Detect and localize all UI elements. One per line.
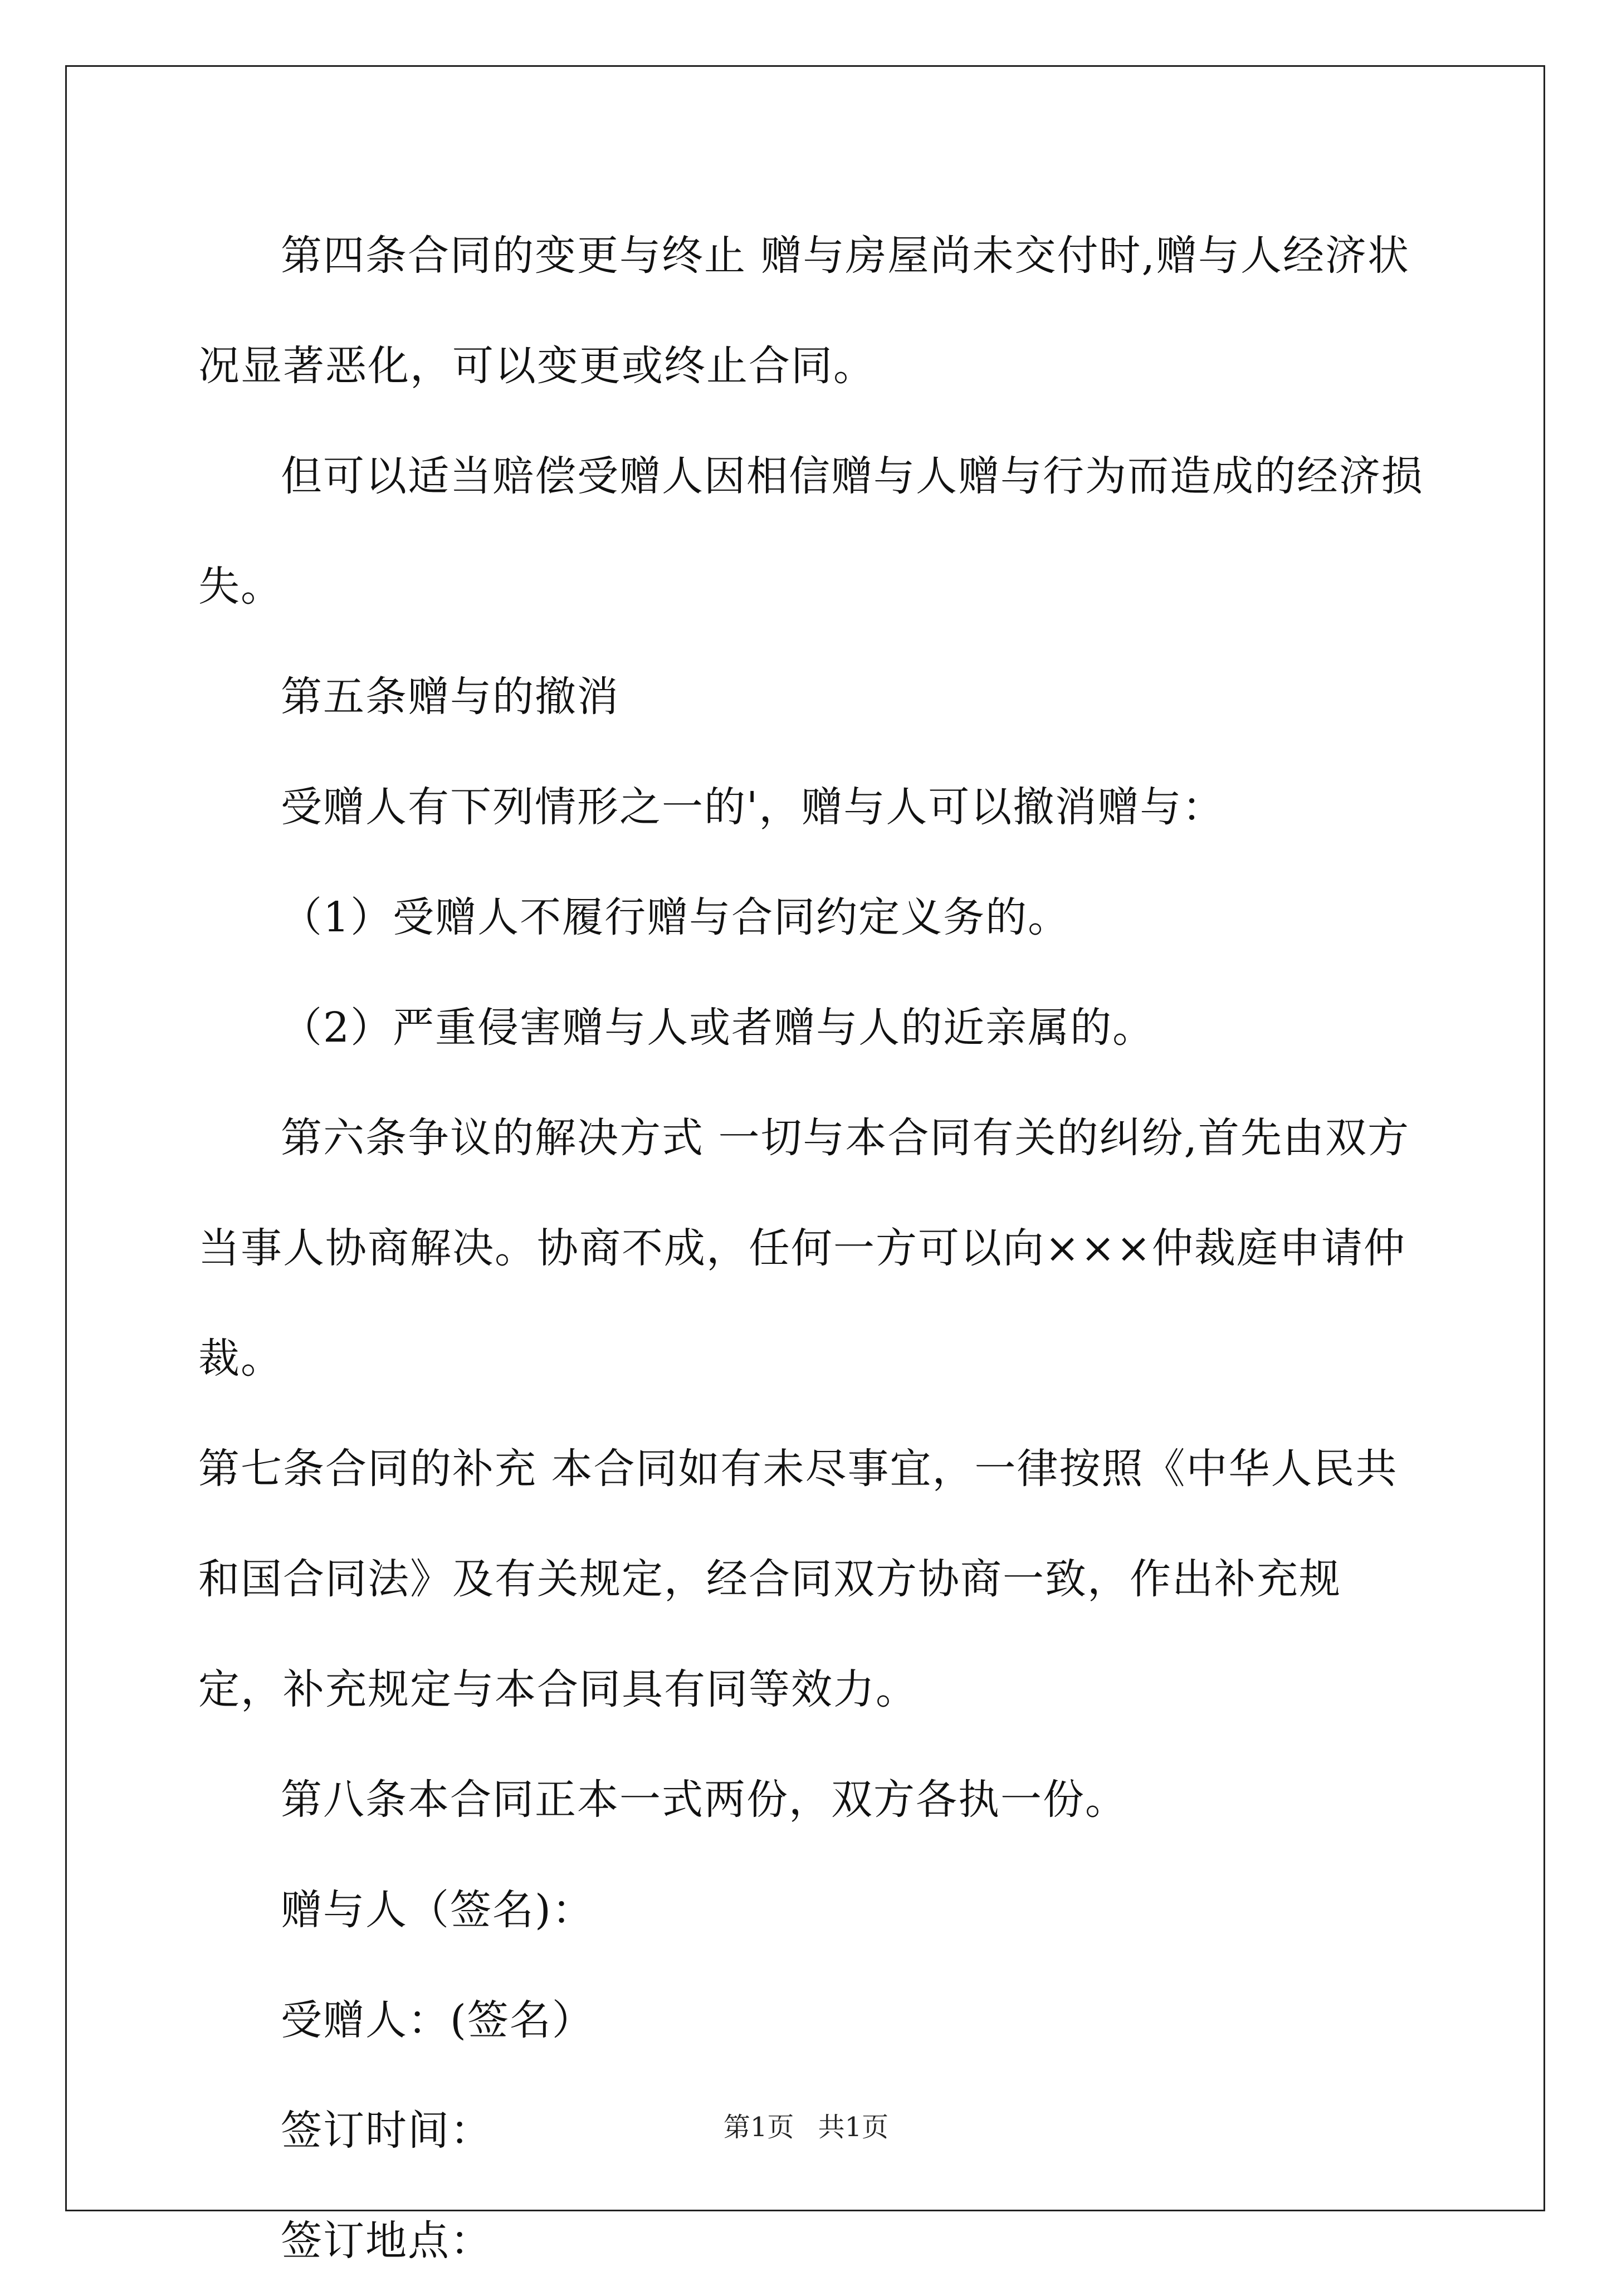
paragraph-revocation-conditions: 受赠人有下列情形之一的'，赠与人可以撤消赠与： [281, 783, 1225, 831]
document-body [198, 201, 1424, 2296]
page-number-current: 第1页 [723, 2112, 794, 2143]
paragraph-compensation: 但可以适当赔偿受赠人因相信赠与人赠与行为而造成的经济损失。 [198, 452, 1424, 610]
signature-donee: 受赠人：(签名） [281, 1996, 594, 2044]
page-footer [0, 2106, 1612, 2144]
paragraph-article-5-heading: 第五条赠与的撤消 [281, 673, 619, 721]
signing-time: 签订时间： [281, 2107, 492, 2155]
list-item-condition-2: （2）严重侵害赠与人或者赠与人的近亲属的。 [281, 1004, 1155, 1052]
paragraph-article-8: 第八条本合同正本一式两份，双方各执一份。 [281, 1776, 1127, 1824]
paragraph-article-6: 第六条争议的解决方式 一切与本合同有关的纠纷,首先由双方当事人协商解决。协商不成，任何一方可以向×××仲裁庭申请仲裁。 [198, 1114, 1410, 1383]
signing-place: 签订地点： [281, 2217, 492, 2265]
paragraph-article-7: 第七条合同的补充 本合同如有未尽事宜，一律按照《中华人民共和国合同法》及有关规定，经合同双方协商一致，作出补充规定，补充规定与本合同具有同等效力。 [198, 1445, 1398, 1713]
paragraph-article-4: 第四条合同的变更与终止 赠与房屋尚未交付时,赠与人经济状况显著恶化，可以变更或终止合同。 [198, 232, 1410, 390]
list-item-condition-1: （1）受赠人不履行赠与合同约定义务的。 [281, 893, 1071, 941]
signature-donor: 赠与人（签名)： [281, 1886, 594, 1934]
page-number-total: 共1页 [818, 2112, 889, 2143]
